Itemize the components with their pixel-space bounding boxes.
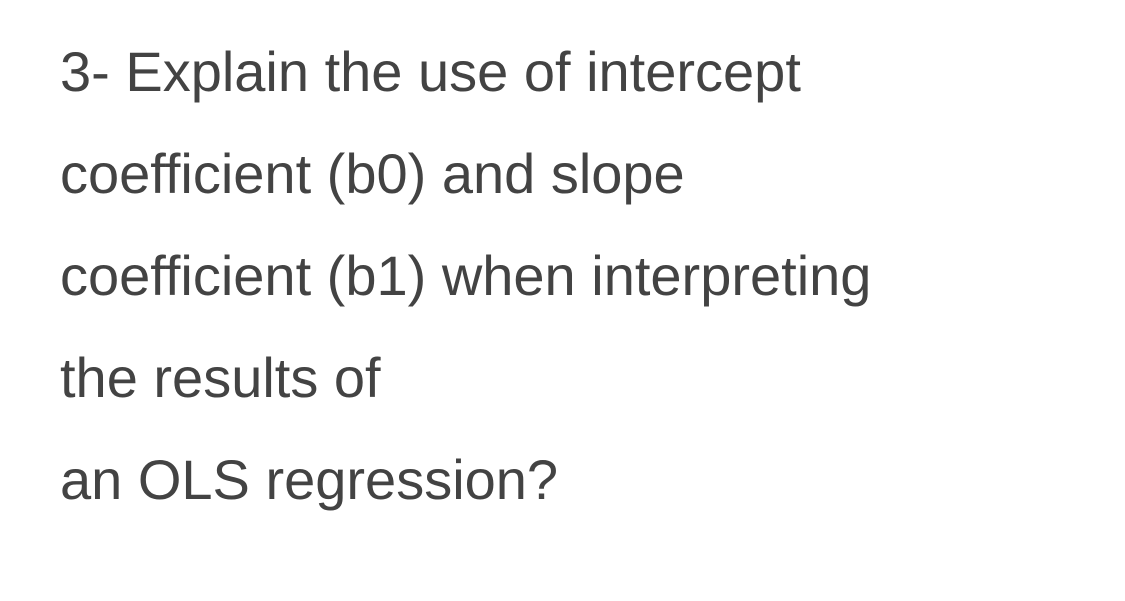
- question-line-1: 3- Explain the use of intercept: [60, 40, 801, 103]
- question-text: [60, 21, 1100, 531]
- question-line-5: an OLS regression?: [60, 448, 559, 511]
- question-line-3: coefficient (b1) when interpreting: [60, 244, 872, 307]
- question-line-4: the results of: [60, 346, 381, 409]
- question-line-2: coefficient (b0) and slope: [60, 142, 685, 205]
